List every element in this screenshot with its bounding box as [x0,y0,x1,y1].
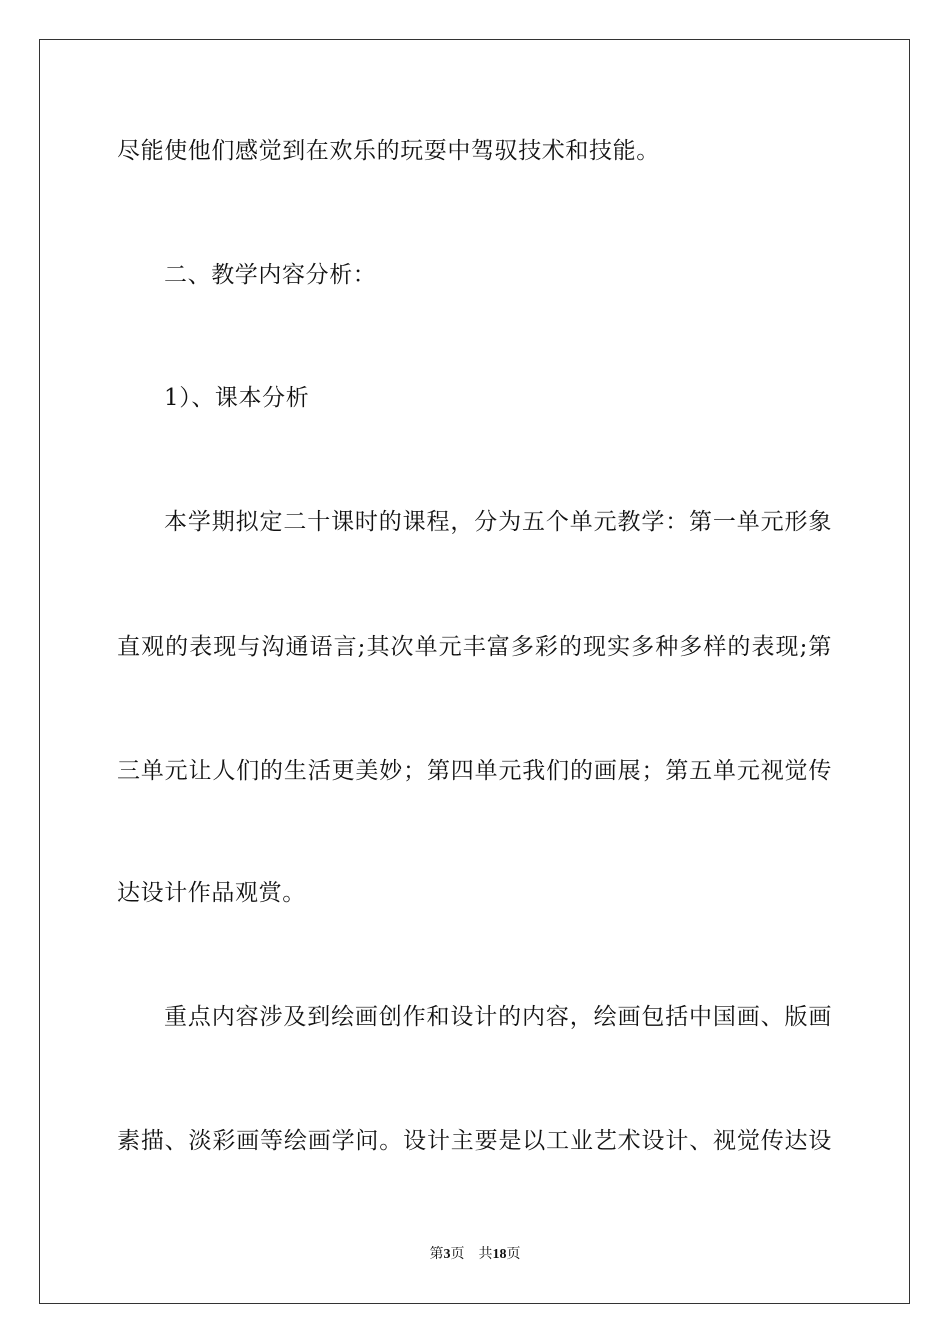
page-border [39,39,910,1304]
body-text-line: 直观的表现与沟通语言;其次单元丰富多彩的现实多种多样的表现;第 [117,634,832,660]
page-label-suffix: 页 [450,1247,465,1262]
body-text-line: 重点内容涉及到绘画创作和设计的内容，绘画包括中国画、版画 [164,1004,832,1030]
body-text-line: 三单元让人们的生活更美妙；第四单元我们的画展；第五单元视觉传 [117,758,832,784]
body-text-line: 素描、淡彩画等绘画学问。设计主要是以工业艺术设计、视觉传达设 [117,1128,832,1154]
subsection-heading: 1）、课本分析 [164,385,310,411]
page-footer [0,1246,950,1264]
body-text-line: 本学期拟定二十课时的课程，分为五个单元教学：第一单元形象 [164,509,832,535]
section-heading: 二、教学内容分析： [164,262,377,288]
page-label-prefix: 第 [429,1247,444,1262]
total-label-suffix: 页 [506,1247,521,1262]
total-label-prefix: 共 [478,1247,493,1262]
total-pages: 18 [492,1247,507,1262]
page-number: 3 [443,1247,451,1262]
body-text-line: 达设计作品观赏。 [117,880,306,906]
body-text-line: 尽能使他们感觉到在欢乐的玩耍中驾驭技术和技能。 [117,138,660,164]
